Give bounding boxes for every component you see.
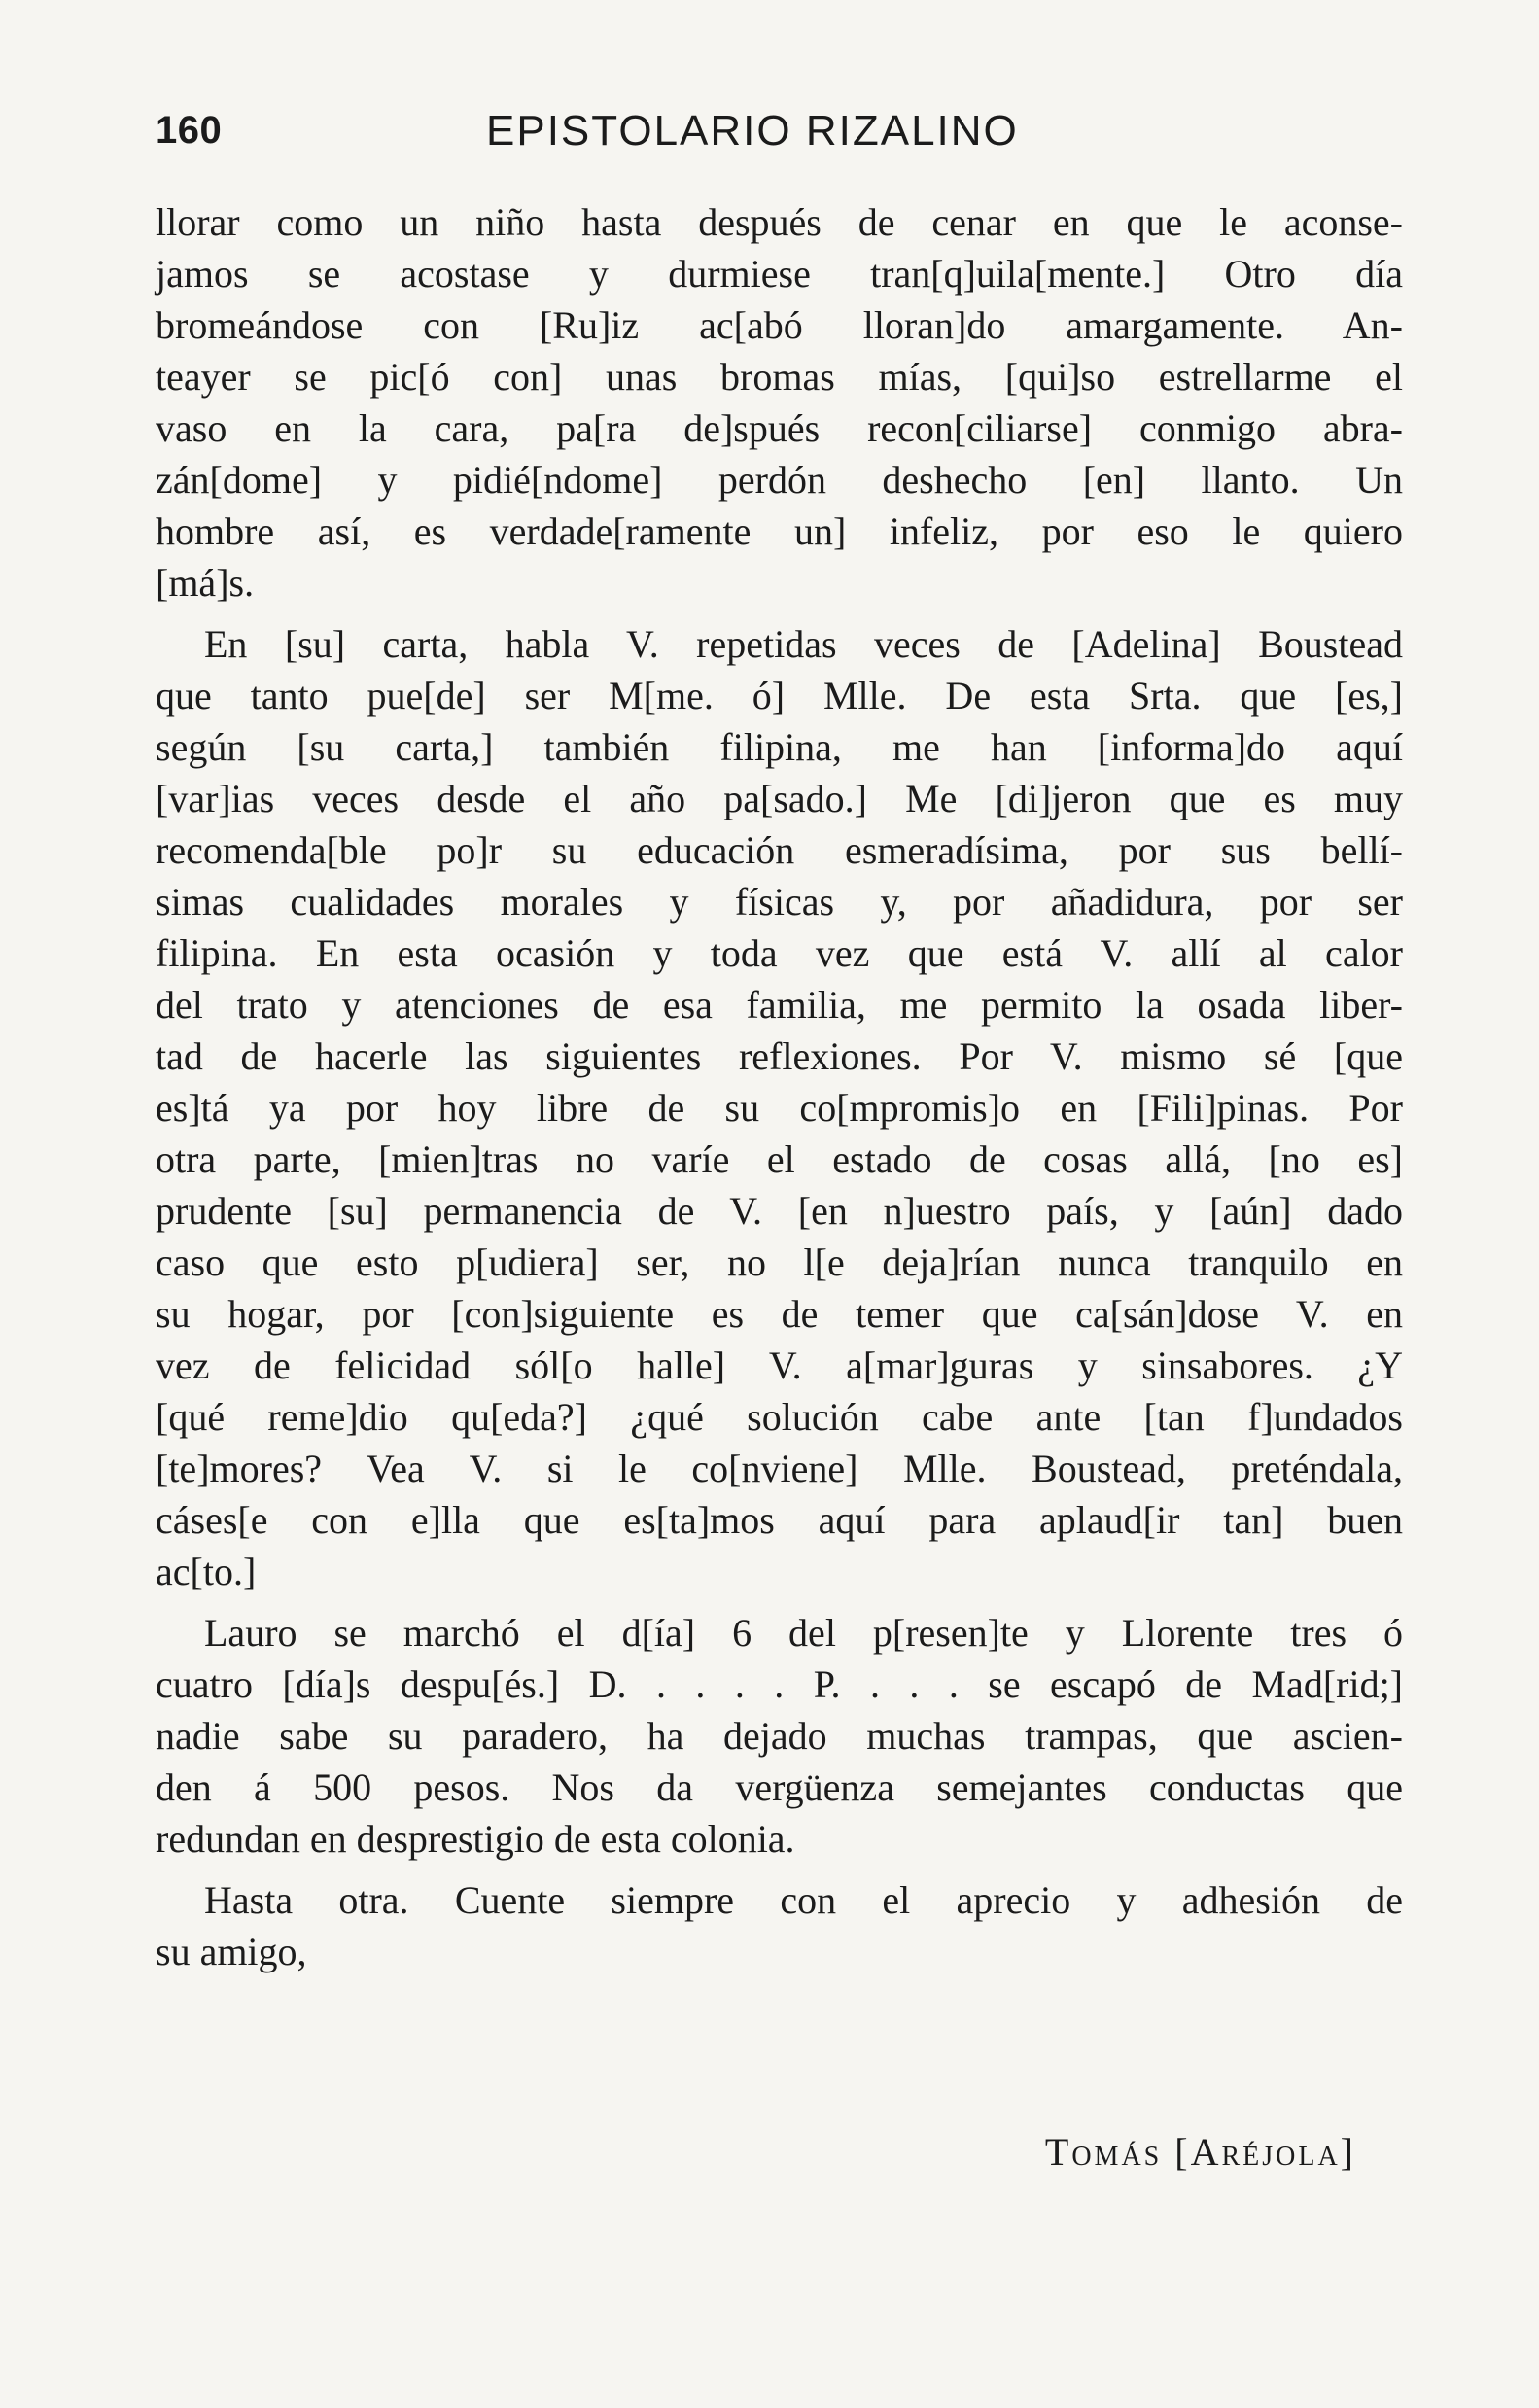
signature: Tomás [Aréjola] xyxy=(1044,2130,1356,2174)
page-number: 160 xyxy=(156,109,223,152)
text-line: [te]mores? Vea V. si le co[nviene] Mlle. Boustead, preténdala, xyxy=(156,1447,1403,1490)
text-line: nadie sabe su paradero, ha dejado muchas trampas, que ascien- xyxy=(156,1714,1403,1758)
text-line: cáses[e con e]lla que es[ta]mos aquí para aplaud[ir tan] buen xyxy=(156,1498,1403,1542)
paragraph-gap xyxy=(156,1597,1403,1607)
text-line: caso que esto p[udiera] ser, no l[e deja]rían nunca tranquilo en xyxy=(156,1240,1403,1284)
letter-body xyxy=(156,196,1403,1977)
text-line: tad de hacerle las siguientes reflexiones. Por V. mismo sé [que xyxy=(156,1034,1403,1078)
text-line: vez de felicidad sól[o halle] V. a[mar]guras y sinsabores. ¿Y xyxy=(156,1344,1403,1387)
text-line: según [su carta,] también filipina, me han [informa]do aquí xyxy=(156,725,1403,769)
text-line: hombre así, es verdade[ramente un] infeliz, por eso le quiero xyxy=(156,509,1403,553)
text-line: cuatro [día]s despu[és.] D. . . . . P. . . . se escapó de Mad[rid;] xyxy=(156,1662,1403,1706)
paragraph-gap xyxy=(156,1865,1403,1874)
book-title: EPISTOLARIO RIZALINO xyxy=(486,107,1019,155)
text-line: del trato y atenciones de esa familia, me permito la osada liber- xyxy=(156,983,1403,1027)
text-line: es]tá ya por hoy libre de su co[mpromis]o en [Fili]pinas. Por xyxy=(156,1086,1403,1130)
text-line: Hasta otra. Cuente siempre con el aprecio y adhesión de xyxy=(204,1878,1403,1922)
text-line: [má]s. xyxy=(156,561,255,605)
text-line: vaso en la cara, pa[ra de]spués recon[ciliarse] conmigo abra- xyxy=(156,406,1403,450)
text-line: zán[dome] y pidié[ndome] perdón deshecho [en] llanto. Un xyxy=(156,458,1403,502)
text-line: filipina. En esta ocasión y toda vez que está V. allí al calor xyxy=(156,931,1403,975)
text-line: llorar como un niño hasta después de cenar en que le aconse- xyxy=(156,200,1403,244)
text-line: prudente [su] permanencia de V. [en n]uestro país, y [aún] dado xyxy=(156,1189,1403,1233)
running-head xyxy=(156,109,1419,177)
text-line: Lauro se marchó el d[ía] 6 del p[resen]te y Llorente tres ó xyxy=(204,1611,1403,1655)
text-line: ac[to.] xyxy=(156,1550,257,1593)
text-line: bromeándose con [Ru]iz ac[abó lloran]do amargamente. An- xyxy=(156,303,1403,347)
text-line: jamos se acostase y durmiese tran[q]uila[mente.] Otro día xyxy=(156,252,1403,296)
text-line: su hogar, por [con]siguiente es de temer que ca[sán]dose V. en xyxy=(156,1292,1403,1336)
text-line: que tanto pue[de] ser M[me. ó] Mlle. De esta Srta. que [es,] xyxy=(156,674,1403,717)
text-line: teayer se pic[ó con] unas bromas mías, [qui]so estrellarme el xyxy=(156,355,1403,399)
text-line: [qué reme]dio qu[eda?] ¿qué solución cabe ante [tan f]undados xyxy=(156,1395,1403,1439)
text-line: En [su] carta, habla V. repetidas veces de [Adelina] Boustead xyxy=(204,622,1403,666)
text-line: otra parte, [mien]tras no varíe el estado de cosas allá, [no es] xyxy=(156,1137,1403,1181)
text-line: simas cualidades morales y físicas y, por añadidura, por ser xyxy=(156,880,1403,924)
text-line: recomenda[ble po]r su educación esmeradísima, por sus bellí- xyxy=(156,828,1403,872)
text-line: su amigo, xyxy=(156,1930,307,1973)
text-line: [var]ias veces desde el año pa[sado.] Me [di]jeron que es muy xyxy=(156,777,1403,820)
paragraph-gap xyxy=(156,609,1403,618)
text-line: redundan en desprestigio de esta colonia. xyxy=(156,1817,795,1861)
text-line: den á 500 pesos. Nos da vergüenza semejantes conductas que xyxy=(156,1765,1403,1809)
